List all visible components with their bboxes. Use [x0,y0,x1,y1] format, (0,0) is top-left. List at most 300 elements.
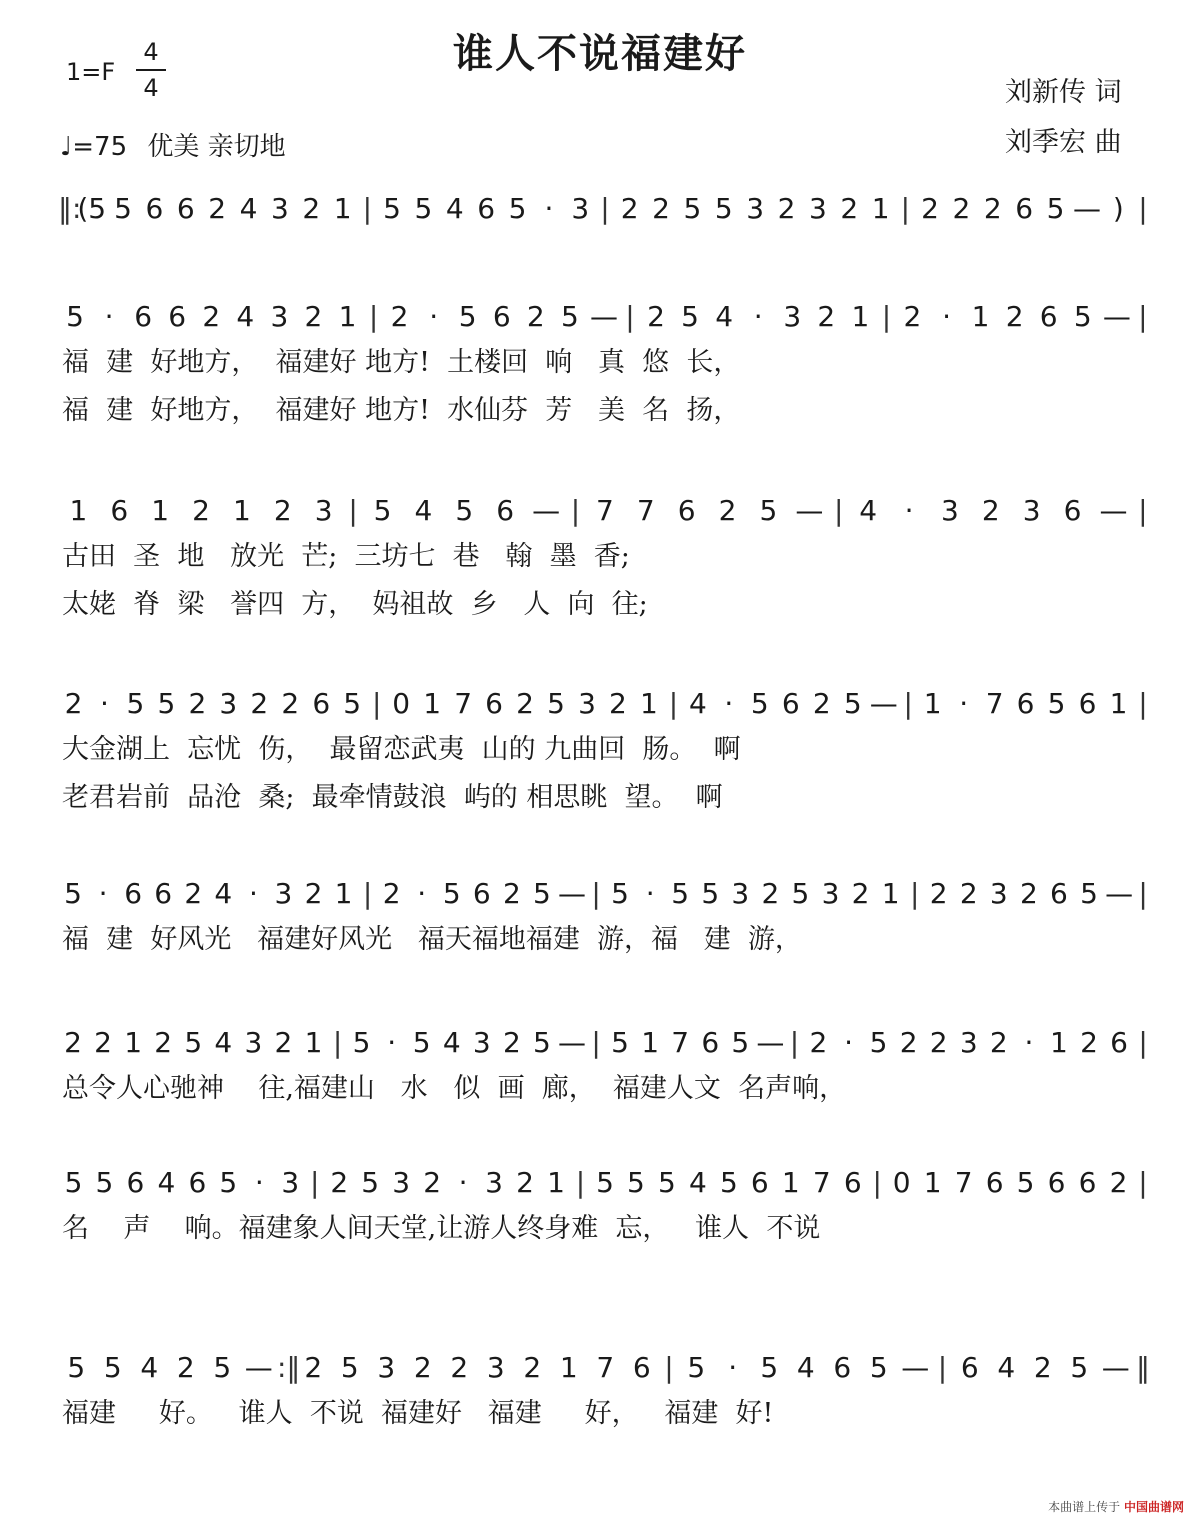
lyric-line [62,729,1152,763]
note: 4 [414,493,433,527]
note: 7 [636,493,655,527]
note: — [1105,876,1134,910]
note: 6 [312,686,331,720]
lyric-text: 福 建 好风光 福建好风光 福天福地福建 游，福 建 游， [62,923,802,955]
note: 3 [314,493,333,527]
note: 6 [1047,1165,1066,1199]
note: — [589,299,618,333]
barline: | [600,191,610,225]
note: 2 [817,299,836,333]
note: 2 [64,1025,82,1059]
note: 4 [688,1165,707,1199]
note: 7 [596,1350,615,1384]
note: 2 [609,686,627,720]
note: 3 [809,191,827,225]
note: 2 [273,493,292,527]
note: 3 [941,493,959,527]
tempo-marking [60,126,286,163]
notation-row [58,1022,1152,1062]
barline: | [881,299,892,333]
note: 5 [683,191,702,225]
barline: | [872,1165,882,1199]
lyric-line [62,1208,1152,1242]
barline: | [668,686,679,720]
note: 1 [881,876,900,910]
lyric-line [62,390,1152,424]
note: 3 [571,191,590,225]
barline: | [903,686,913,720]
note: 6 [176,191,195,225]
lyric-text: 福 建 好地方， 福建好 地方! 土楼回 响 真 悠 长， [62,346,741,378]
note: — [756,1025,785,1059]
note: 4 [157,1165,176,1199]
note: 5 [219,1165,238,1199]
note: 2 [952,191,971,225]
notation-row [58,296,1152,336]
note: 5 [1047,686,1066,720]
barline: | [371,686,382,720]
note: 5 [681,299,699,333]
note: 2 [202,299,221,333]
note: 3 [274,876,293,910]
note: 1 [423,686,442,720]
note: 3 [989,876,1008,910]
note: 1 [1050,1025,1068,1059]
key-signature: 1=F [66,58,116,86]
note: 5 [533,876,551,910]
note: 5 [340,1350,359,1384]
barline: | [1138,191,1148,225]
note: 2 [176,1350,195,1384]
note: 3 [783,299,802,333]
note: 1 [69,493,88,527]
barline: | [664,1350,674,1384]
note: 5 [869,1350,888,1384]
note: 2 [929,1025,948,1059]
note: 6 [677,493,696,527]
note: 5 [361,1165,380,1199]
note: 1 [923,1165,942,1199]
note: 2 [390,299,409,333]
note: 2 [921,191,939,225]
note: 3 [486,1350,505,1384]
song-title: 谁人不说福建好 [453,30,747,77]
note: 4 [236,299,255,333]
note: 6 [750,1165,769,1199]
note: 6 [188,1165,207,1199]
note: 6 [843,1165,862,1199]
note: 2 [989,1025,1008,1059]
note: 7 [985,686,1004,720]
note: 5 [95,1165,114,1199]
note: 5 [126,686,145,720]
note: 5 [760,1350,779,1384]
note: · [104,299,114,333]
barline: | [362,876,373,910]
note: 5 [701,876,720,910]
footer [1048,1498,1184,1515]
note: 5 [547,686,565,720]
note: 1 [338,299,357,333]
note: 2 [330,1165,349,1199]
note: 5 [611,876,629,910]
lyric-line [62,1068,1152,1102]
note: 2 [450,1350,469,1384]
note: 7 [954,1165,973,1199]
note: 6 [154,876,173,910]
note: 2 [809,1025,828,1059]
note: 5 [64,876,82,910]
note: 2 [250,686,269,720]
note: 2 [281,686,300,720]
note: 6 [1039,299,1058,333]
lyric-line [62,584,1152,618]
note: — [558,876,587,910]
note: 6 [134,299,153,333]
note: 2 [851,876,870,910]
expression-marking: 优美 亲切地 [147,132,286,162]
notation-row [58,490,1152,530]
note: 2 [208,191,227,225]
note: 6 [985,1165,1004,1199]
note: ) [1112,191,1124,225]
note: 1 [851,299,870,333]
note: 1 [304,1025,323,1059]
note: 1 [1109,686,1128,720]
note: 6 [833,1350,852,1384]
note: 2 [184,876,203,910]
notation-row [58,1162,1152,1202]
note: 2 [302,191,321,225]
note: 4 [445,191,464,225]
note: — [869,686,898,720]
note: 5 [64,1165,83,1199]
note: 5 [157,686,176,720]
barline: ‖ [1136,1350,1150,1384]
note: 5 [1073,299,1092,333]
note: · [753,299,763,333]
note: 5 [627,1165,645,1199]
note: 1 [333,191,352,225]
lyric-text: 名 声 响。福建象人间天堂,让游人终身难 忘， 谁人 不说 [62,1212,821,1244]
note: · [248,876,258,910]
barline: | [1138,1165,1148,1199]
note: · [942,299,951,333]
note: · [844,1025,853,1059]
note: 4 [997,1350,1016,1384]
note: 3 [959,1025,978,1059]
lyric-text: 老君岩前 品沧 桑; 最牵情鼓浪 屿的 相思眺 望。 啊 [62,781,723,813]
note: 5 [750,686,769,720]
note: 1 [559,1350,578,1384]
note: 1 [124,1025,143,1059]
barline: | [368,299,379,333]
note: 2 [304,876,323,910]
note: · [100,686,109,720]
note: 6 [477,191,496,225]
note: 6 [781,686,800,720]
note: · [254,1165,264,1199]
note: 3 [244,1025,263,1059]
barline: | [1138,876,1148,910]
note: 2 [188,686,207,720]
barline: | [909,876,920,910]
note: 5 [184,1025,203,1059]
note: 3 [392,1165,411,1199]
barline: | [789,1025,800,1059]
lyric-text: 大金湖上 忘忧 伤， 最留恋武夷 山的 九曲回 肠。 啊 [62,733,741,765]
note: 6 [485,686,503,720]
note: 6 [632,1350,651,1384]
note: 2 [304,299,323,333]
note: · [544,191,554,225]
lyric-line [62,342,1152,376]
note: 2 [523,1350,542,1384]
note: 3 [281,1165,300,1199]
lyric-text: 太姥 脊 梁 誉四 方， 妈祖故 乡 人 向 往; [62,588,648,620]
note: — [1072,191,1101,225]
lyric-line [62,919,1152,953]
note: 0 [892,1165,911,1199]
note: 5 [719,1165,738,1199]
note: 2 [1080,1025,1098,1059]
note: 2 [502,876,521,910]
note: 6 [1016,686,1035,720]
note: — [901,1350,930,1384]
barline: | [937,1350,948,1384]
note: (5 [77,191,107,225]
note: 6 [124,876,143,910]
note: · [724,686,734,720]
note: 3 [270,299,289,333]
note: 2 [1109,1165,1128,1199]
barline: | [1138,299,1148,333]
note: 5 [533,1025,551,1059]
note: 7 [671,1025,690,1059]
note: 5 [412,1025,431,1059]
note: 6 [1078,686,1097,720]
note: 1 [781,1165,800,1199]
notation-row [58,873,1152,913]
note: 2 [382,876,401,910]
note: 1 [641,1025,660,1059]
note: 2 [647,299,665,333]
note: 5 [442,876,461,910]
note: 0 [392,686,411,720]
note: 2 [1005,299,1024,333]
note: · [904,493,914,527]
note: 3 [578,686,596,720]
note: 5 [1070,1350,1089,1384]
note: 5 [508,191,527,225]
note: 7 [596,493,614,527]
notation-row [58,683,1152,723]
note: 6 [145,191,164,225]
barline: | [1138,1025,1148,1059]
note: · [98,876,108,910]
note: 5 [66,299,84,333]
barline: | [348,493,358,527]
note: 2 [652,191,670,225]
note: 6 [1110,1025,1128,1059]
note: 7 [454,686,473,720]
note: — [558,1025,587,1059]
note: — [795,493,824,527]
note: 5 [843,686,862,720]
barline: | [1138,686,1148,720]
note: 6 [1063,493,1082,527]
note: 1 [971,299,990,333]
note: · [959,686,969,720]
note: 6 [168,299,187,333]
note: 3 [377,1350,396,1384]
note: 2 [761,876,780,910]
barline: :‖ [277,1350,301,1384]
note: 2 [94,1025,112,1059]
note: 5 [343,686,362,720]
barline: | [900,191,911,225]
note: 6 [1015,191,1034,225]
note: 5 [383,191,401,225]
note: 5 [596,1165,614,1199]
note: 2 [777,191,796,225]
note: 5 [455,493,474,527]
barline: | [570,493,581,527]
note: 4 [688,686,707,720]
barline: | [1138,493,1148,527]
note: 5 [67,1350,86,1384]
lyric-text: 福 建 好地方， 福建好 地方! 水仙芬 芳 美 名 扬， [62,394,741,426]
note: 2 [959,876,978,910]
time-signature-bottom: 4 [143,74,159,102]
note: 5 [1016,1165,1035,1199]
time-signature-top: 4 [143,38,159,66]
note: 6 [960,1350,979,1384]
note: 5 [687,1350,706,1384]
note: · [1024,1025,1034,1059]
note: 6 [126,1165,145,1199]
note: 3 [821,876,840,910]
note: 4 [214,1025,233,1059]
note: 2 [516,686,534,720]
note: 5 [759,493,778,527]
note: 4 [214,876,233,910]
lyricist-credit: 刘新传 词 [1005,77,1122,108]
lyric-text: 福建 好。 谁人 不说 福建好 福建 好， 福建 好! [62,1397,774,1429]
note: 3 [731,876,750,910]
note: 3 [1022,493,1041,527]
note: 5 [611,1025,629,1059]
barline: | [834,493,844,527]
note: 2 [983,191,1002,225]
note: · [645,876,655,910]
note: 4 [715,299,734,333]
note: — [244,1350,273,1384]
notation-row [58,1347,1152,1387]
note: 2 [620,191,639,225]
note: 1 [923,686,942,720]
note: 3 [746,191,765,225]
note: 2 [1033,1350,1052,1384]
note: 5 [414,191,433,225]
time-signature [136,38,166,102]
note: 6 [496,493,515,527]
note: 2 [526,299,545,333]
note: 2 [516,1165,534,1199]
composer-credit: 刘季宏 曲 [1005,127,1122,158]
note: · [728,1350,738,1384]
note: 5 [731,1025,750,1059]
note: 2 [64,686,83,720]
barline: ‖: [58,191,82,225]
note: 3 [485,1165,503,1199]
note: 2 [192,493,210,527]
note: — [1099,493,1128,527]
note: 2 [502,1025,521,1059]
note: 5 [213,1350,232,1384]
note: 6 [492,299,511,333]
note: 3 [472,1025,491,1059]
note: 7 [812,1165,831,1199]
note: 4 [859,493,878,527]
barline: | [310,1165,320,1199]
note: 1 [547,1165,565,1199]
barline: | [591,1025,601,1059]
note: 6 [701,1025,720,1059]
lyric-line [62,536,1152,570]
note: 6 [110,493,129,527]
note: — [1101,1350,1130,1384]
note: 3 [219,686,238,720]
note: 2 [423,1165,442,1199]
note: 5 [373,493,392,527]
note: 3 [271,191,289,225]
note: 2 [981,493,1000,527]
note: · [429,299,439,333]
note: 2 [274,1025,293,1059]
note: 1 [334,876,353,910]
note: 2 [903,299,922,333]
time-signature-bar [136,69,166,71]
note: 5 [458,299,477,333]
barline: | [332,1025,343,1059]
barline: | [362,191,373,225]
note: 5 [1080,876,1098,910]
note: 4 [239,191,258,225]
note: 5 [352,1025,371,1059]
barline: | [575,1165,586,1199]
note: 5 [658,1165,676,1199]
note: 2 [929,876,948,910]
lyric-text: 古田 圣 地 放光 芒; 三坊七 巷 翰 墨 香; [62,540,630,572]
lyric-text: 总令人心驰神 往,福建山 水 似 画 廊， 福建人文 名声响， [62,1072,847,1104]
note: 2 [812,686,831,720]
note: 6 [472,876,491,910]
note: 2 [899,1025,918,1059]
note: 2 [840,191,859,225]
note: 1 [151,493,170,527]
note: 5 [714,191,733,225]
note: 4 [140,1350,159,1384]
note: 1 [871,191,890,225]
note: 1 [640,686,658,720]
note: 2 [1019,876,1038,910]
note: · [387,1025,397,1059]
note: 5 [114,191,132,225]
note: 5 [1046,191,1065,225]
note: 6 [1050,876,1068,910]
note: 5 [671,876,690,910]
